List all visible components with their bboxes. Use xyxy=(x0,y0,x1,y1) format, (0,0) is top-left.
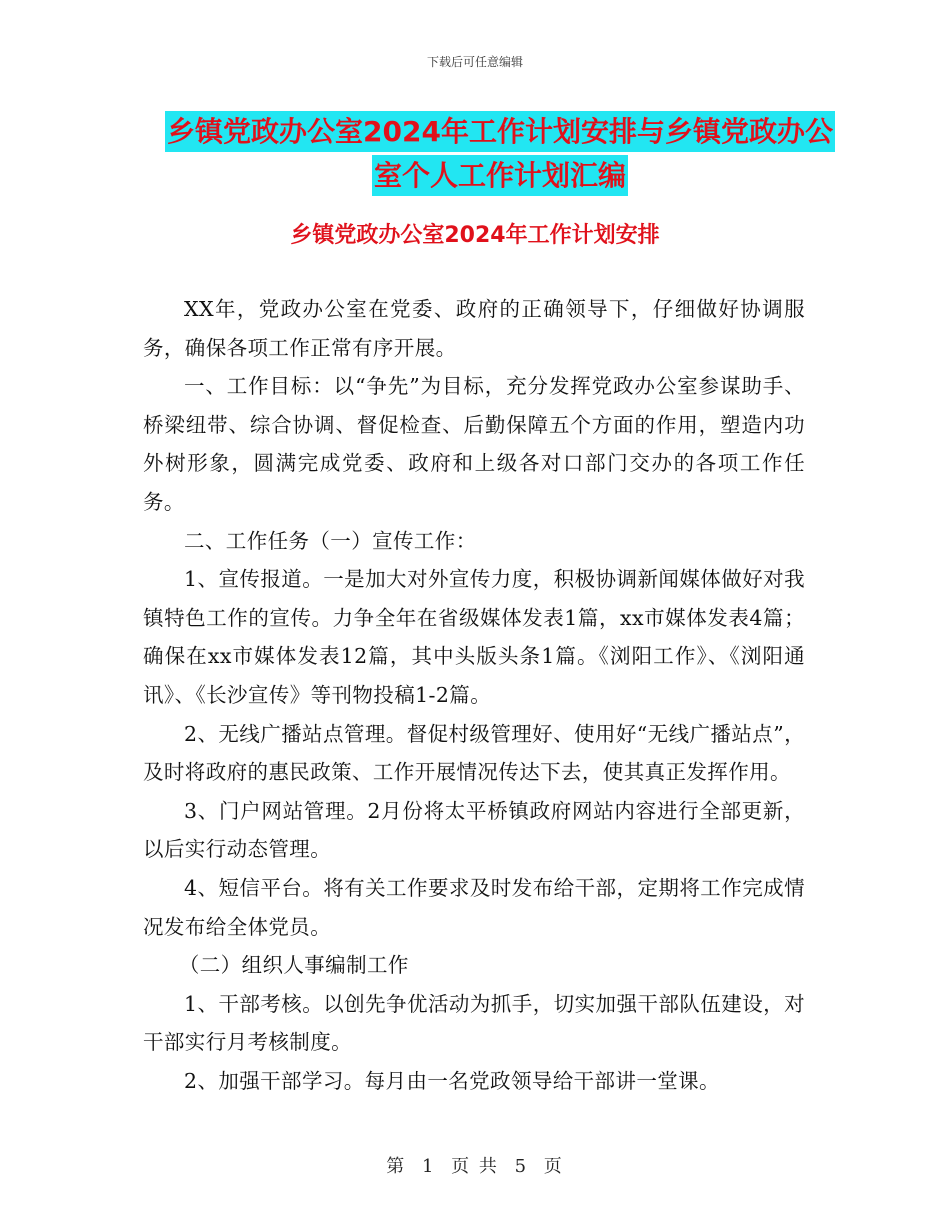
paragraph-sms: 4、短信平台。将有关工作要求及时发布给干部，定期将工作完成情况发布给全体党员。 xyxy=(143,875,805,939)
paragraph-study: 2、加强干部学习。每月由一名党政领导给干部讲一堂课。 xyxy=(184,1068,720,1093)
document-title-line-2 xyxy=(150,150,850,202)
footer-prefix: 第 xyxy=(386,1156,407,1177)
footer-suffix: 页 xyxy=(543,1156,564,1177)
paragraph-intro: XX年，党政办公室在党委、政府的正确领导下，仔细做好协调服务，确保各项工作正常有序开展。 xyxy=(143,297,805,360)
paragraph-goal: 一、工作目标：以“争先”为目标，充分发挥党政办公室参谋助手、桥梁纽带、综合协调、督促检查、后勤保障五个方面的作用，塑造内功外树形象，圆满完成党委、政府和上级各对口部门交办的各项工作任务。 xyxy=(143,374,805,514)
paragraph-website: 3、门户网站管理。2月份将太平桥镇政府网站内容进行全部更新，以后实行动态管理。 xyxy=(143,798,805,862)
paragraph-tasks-heading: 二、工作任务（一）宣传工作： xyxy=(184,528,477,553)
title-text-1: 乡镇党政办公室2024年工作计划安排与乡镇党政办公 xyxy=(165,111,835,152)
footer-total-pages: 5 xyxy=(514,1156,529,1177)
footer-page-number: 1 xyxy=(421,1156,436,1177)
header-note: 下载后可任意编辑 xyxy=(426,55,523,69)
footer-middle: 页 共 xyxy=(451,1156,499,1177)
section-title: 乡镇党政办公室2024年工作计划安排 xyxy=(290,223,660,248)
paragraph-assessment: 1、干部考核。以创先争优活动为抓手，切实加强干部队伍建设，对干部实行月考核制度。 xyxy=(143,991,805,1055)
title-text-2: 室个人工作计划汇编 xyxy=(372,155,628,196)
paragraph-publicity: 1、宣传报道。一是加大对外宣传力度，积极协调新闻媒体做好对我镇特色工作的宣传。力争全年在省级媒体发表1篇，xx市媒体发表4篇；确保在xx市媒体发表12篇，其中头版头条1篇。《浏阳工作》、《浏阳通讯》、《长沙宣传》等刊物投稿1-2篇。 xyxy=(143,567,805,707)
document-body xyxy=(143,290,805,1100)
page-footer xyxy=(0,1152,950,1178)
paragraph-broadcast: 2、无线广播站点管理。督促村级管理好、使用好“无线广播站点”，及时将政府的惠民政策、工作开展情况传达下去，使其真正发挥作用。 xyxy=(143,721,805,785)
paragraph-personnel-heading: （二）组织人事编制工作 xyxy=(178,953,409,978)
